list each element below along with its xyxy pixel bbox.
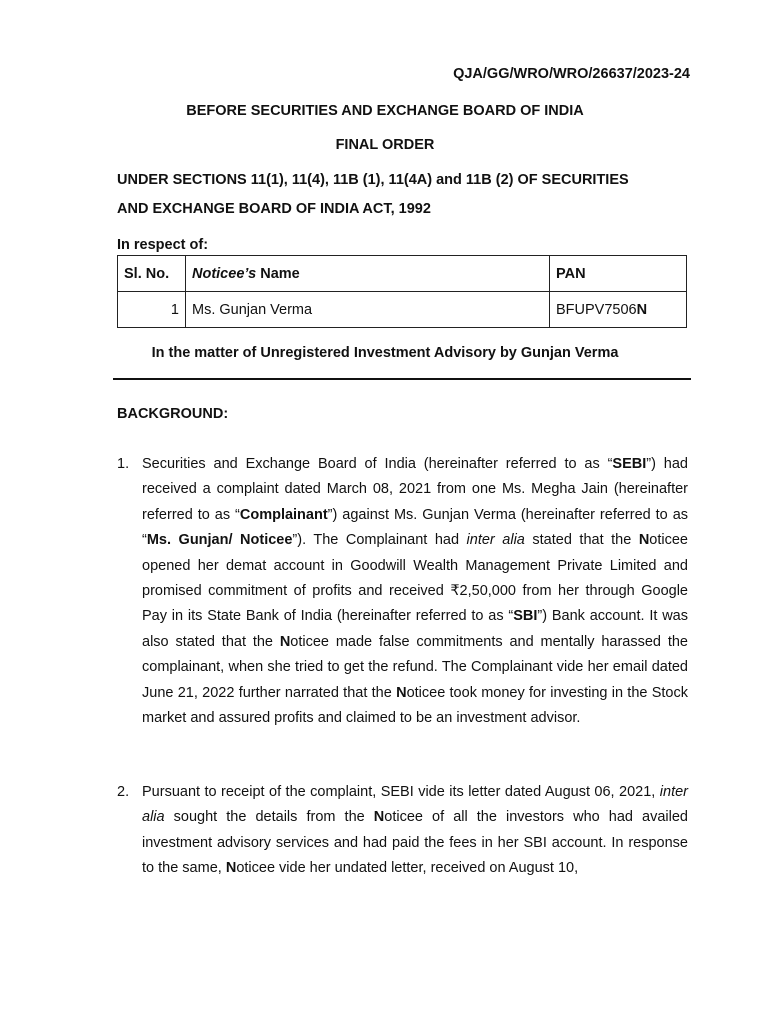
table-header-row <box>118 256 687 292</box>
in-respect-of-label: In respect of: <box>117 237 209 253</box>
noticee-table <box>117 255 687 328</box>
cell-sl-no: 1 <box>118 292 186 328</box>
p1-text-9: oticee took money for investing in the Stock market and assured profits and claimed to be an investment advisor. <box>142 684 688 727</box>
pan-prefix: BFUPV7506 <box>556 301 637 318</box>
header-name-rest: Name <box>256 265 300 282</box>
p1-text-3: ”) against Ms. Gunjan Verma (hereinafter referred to as “ <box>142 506 689 549</box>
background-heading: BACKGROUND: <box>117 406 229 422</box>
sections-heading-line1: UNDER SECTIONS 11(1), 11(4), 11B (1), 11(4A) and 11B (2) OF SECURITIES <box>117 172 629 188</box>
p1-noticee-n1: N <box>638 532 650 549</box>
p1-inter-alia: inter alia <box>466 532 525 549</box>
table-row <box>118 292 687 328</box>
p2-text-2: sought the details from the <box>164 809 374 826</box>
p1-noticee-n2: N <box>279 633 291 650</box>
cell-noticee-name: Ms. Gunjan Verma <box>186 292 550 328</box>
header-sl-no: Sl. No. <box>118 256 186 292</box>
order-reference-number: QJA/GG/WRO/WRO/26637/2023-24 <box>453 66 690 82</box>
p1-sebi-term: SEBI <box>612 456 647 472</box>
sections-heading <box>117 166 677 224</box>
p1-text-5: stated that the <box>524 532 639 549</box>
p1-text-2: ”) had received a complaint dated March 08, 2021 from one Ms. Megha Jain (hereinafter referred to as “ <box>142 456 688 523</box>
header-noticee-italic: Noticee’s <box>192 265 257 282</box>
matter-title: In the matter of Unregistered Investment Advisory by Gunjan Verma <box>151 345 619 361</box>
p1-noticee-term: Ms. Gunjan/ Noticee <box>146 532 293 549</box>
p2-text-3: oticee of all the investors who had availed investment advisory services and had paid the fees in her SBI account. In response to the same, <box>142 809 688 877</box>
cell-pan <box>550 292 687 328</box>
p2-noticee-n2: N <box>225 860 237 877</box>
p2-inter-alia: inter alia <box>142 784 688 826</box>
pan-suffix: N <box>636 301 648 318</box>
header-noticee-name <box>186 256 550 292</box>
p2-text-4: oticee vide her undated letter, received on August 10, <box>236 860 579 877</box>
paragraph-1-number: 1. <box>117 456 130 472</box>
p1-text-6: oticee opened her demat account in Goodwill Wealth Management Private Limited and promised commitment of profits and received ₹2,50,000 from her through Google Pay in its State Bank of India (hereinafter referred to as “ <box>142 532 688 625</box>
p2-text-1: Pursuant to receipt of the complaint, SEBI vide its letter dated August 06, 2021, <box>142 784 660 800</box>
order-type-heading: FINAL ORDER <box>335 137 435 153</box>
paragraph-2 <box>142 780 688 882</box>
p1-text-8: oticee made false commitments and mentally harassed the complainant, when she tried to get the refund. The Complainant vide her email dated June 21, 2022 further narrated that the <box>142 633 688 701</box>
sections-heading-line2: AND EXCHANGE BOARD OF INDIA ACT, 1992 <box>117 201 431 217</box>
p1-noticee-n3: N <box>396 684 407 701</box>
paragraph-1 <box>142 452 688 731</box>
p1-sbi-term: SBI <box>513 608 538 625</box>
p1-complainant-term: Complainant <box>239 506 328 523</box>
paragraph-2-number: 2. <box>117 784 130 800</box>
p2-noticee-n1: N <box>373 809 385 826</box>
authority-heading: BEFORE SECURITIES AND EXCHANGE BOARD OF INDIA <box>186 103 584 119</box>
p1-text-1: Securities and Exchange Board of India (hereinafter referred to as “ <box>142 456 613 472</box>
horizontal-rule <box>113 378 691 380</box>
header-pan: PAN <box>550 256 687 292</box>
p1-text-4: ”). The Complainant had <box>292 532 467 549</box>
p1-text-7: ”) Bank account. It was also stated that the <box>142 608 688 650</box>
